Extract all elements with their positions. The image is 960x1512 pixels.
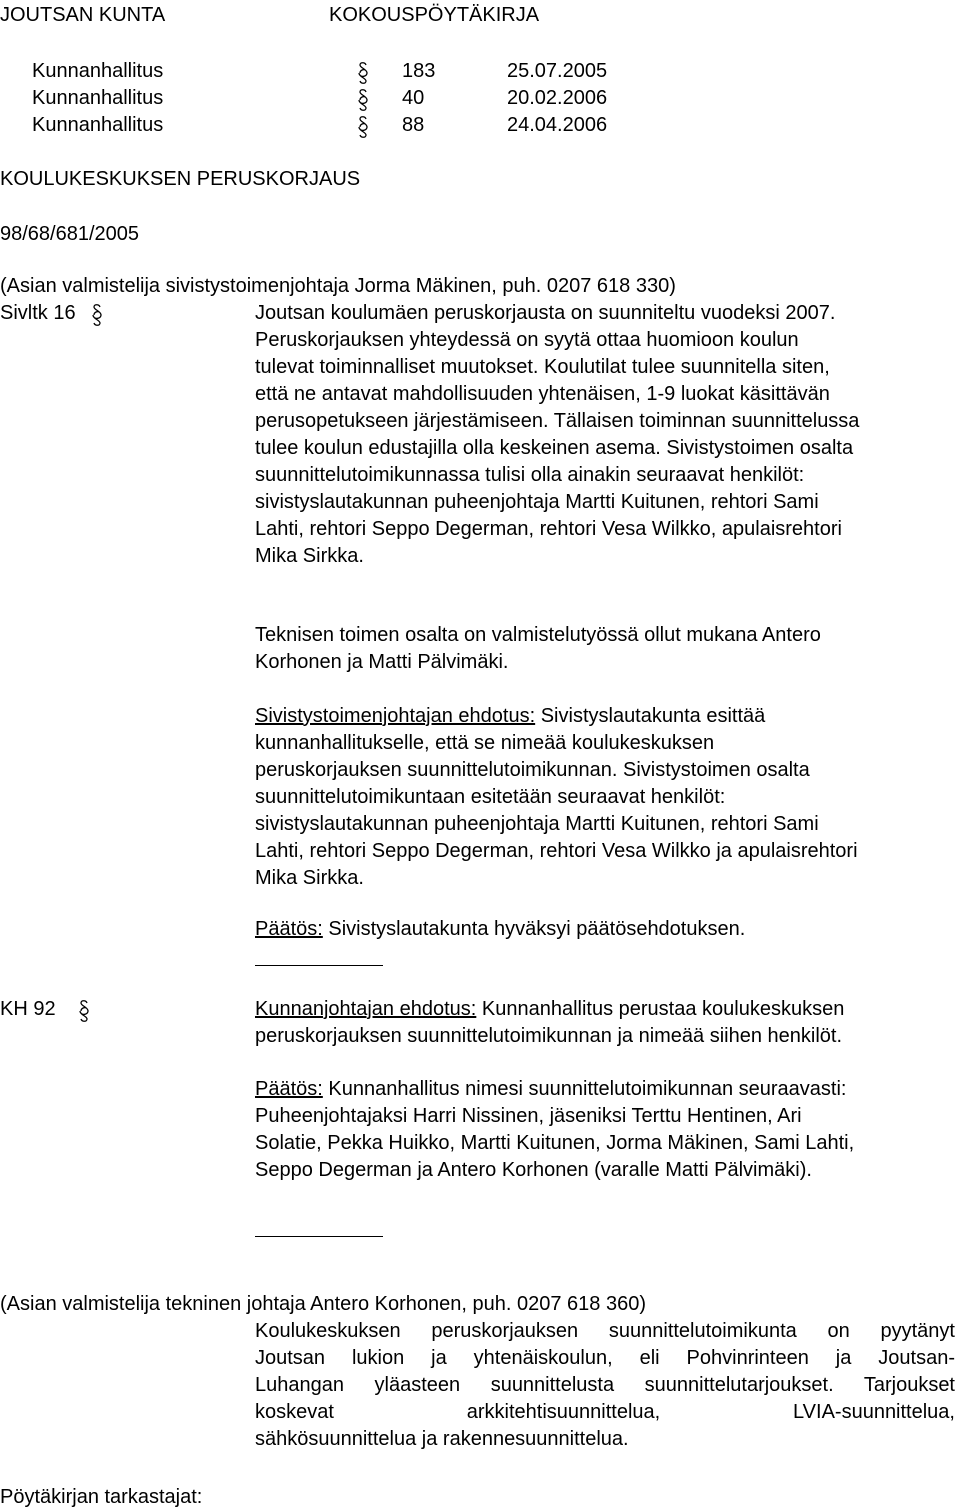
technical-involvement (255, 622, 955, 676)
body-line: Mika Sirkka. (255, 545, 364, 567)
body-line: Joutsan koulumäen peruskorjausta on suunniteltu vuodeksi 2007. (255, 302, 836, 324)
body-line: sivistyslautakunnan puheenjohtaja Martti Kuitunen, rehtori Sami (255, 491, 819, 513)
kh-proposal (255, 996, 955, 1050)
body-line: koskevat arkkitehtisuunnittelua, LVIA-suunnittelua, (255, 1401, 955, 1423)
header-org: JOUTSAN KUNTA (0, 4, 166, 26)
body-line: suunnittelutoimikunnassa tulisi olla ainakin seuraavat henkilöt: (255, 464, 805, 486)
footer-reviewers-label: Pöytäkirjan tarkastajat: (0, 1486, 203, 1508)
section-sign-icon (357, 88, 369, 112)
body-line: Lahti, rehtori Seppo Degerman, rehtori Vesa Wilkko, apulaisrehtori (255, 518, 842, 540)
decision-label: Päätös: (255, 1078, 323, 1100)
decision-text: Kunnanhallitus nimesi suunnittelutoimikunnan seuraavasti: (322, 1078, 847, 1100)
body-line: peruskorjauksen suunnittelutoimikunnan ja nimeää siihen henkilöt. (255, 1025, 843, 1047)
body-line: Mika Sirkka. (255, 867, 364, 889)
body-line: Koulukeskuksen peruskorjauksen suunnittelutoimikunta on pyytänyt (255, 1320, 955, 1342)
sivistys-decision (255, 916, 745, 943)
body-line: tulevat toiminnalliset muutokset. Koulutilat tulee suunnitella siten, (255, 356, 830, 378)
preparer-note: (Asian valmistelija tekninen johtaja Antero Korhonen, puh. 0207 618 360) (0, 1293, 646, 1315)
body-line: Teknisen toimen osalta on valmistelutyössä ollut mukana Antero (255, 624, 821, 646)
decision-label: Päätös: (255, 918, 323, 940)
body-line: perusopetukseen järjestämiseen. Tällaisen toiminnan suunnittelussa (255, 410, 860, 432)
section-sign-icon (91, 303, 103, 327)
body-line: suunnittelutoimikuntaan esitetään seuraavat henkilöt: (255, 786, 726, 808)
kh-label: KH 92 (0, 998, 56, 1020)
meeting-number: 88 (402, 114, 425, 136)
body-line: Solatie, Pekka Huikko, Martti Kuitunen, Jorma Mäkinen, Sami Lahti, (255, 1132, 855, 1154)
technical-request (255, 1318, 955, 1453)
meeting-number: 183 (402, 60, 436, 82)
proposal-text: Sivistyslautakunta esittää (535, 705, 766, 727)
proposal-label: Kunnanjohtajan ehdotus: (255, 998, 477, 1020)
section-sign-icon (357, 115, 369, 139)
separator-line (255, 965, 383, 966)
sivistys-proposal (255, 703, 955, 892)
body-line: Joutsan lukion ja yhtenäiskoulun, eli Pohvinrinteen ja Joutsan- (255, 1347, 955, 1369)
body-line: peruskorjauksen suunnittelutoimikunnan. Sivistystoimen osalta (255, 759, 810, 781)
meeting-date: 24.04.2006 (507, 114, 608, 136)
document-title: KOULUKESKUKSEN PERUSKORJAUS (0, 168, 361, 190)
separator-line (255, 1236, 383, 1237)
meeting-date: 25.07.2005 (507, 60, 608, 82)
sivltk-body (255, 300, 955, 570)
section-sign-icon (357, 61, 369, 85)
preparer-note: (Asian valmistelija sivistystoimenjohtaja Jorma Mäkinen, puh. 0207 618 330) (0, 275, 676, 297)
meeting-number: 40 (402, 87, 425, 109)
body-line: että ne antavat mahdollisuuden yhtenäisen, 1-9 luokat käsittävän (255, 383, 830, 405)
meeting-body: Kunnanhallitus (32, 60, 164, 82)
body-line: Peruskorjauksen yhteydessä on syytä ottaa huomioon koulun (255, 329, 799, 351)
body-line: Lahti, rehtori Seppo Degerman, rehtori Vesa Wilkko ja apulaisrehtori (255, 840, 858, 862)
meeting-body: Kunnanhallitus (32, 114, 164, 136)
kh-decision (255, 1076, 955, 1184)
body-line: sähkösuunnittelua ja rakennesuunnittelua. (255, 1428, 629, 1450)
body-line: Seppo Degerman ja Antero Korhonen (varalle Matti Pälvimäki). (255, 1159, 812, 1181)
reference-number: 98/68/681/2005 (0, 223, 140, 245)
body-line: Luhangan yläasteen suunnittelusta suunnittelutarjoukset. Tarjoukset (255, 1374, 955, 1396)
sivltk-label: Sivltk 16 (0, 302, 76, 324)
meeting-body: Kunnanhallitus (32, 87, 164, 109)
decision-text: Sivistyslautakunta hyväksyi päätösehdotuksen. (322, 918, 746, 940)
body-line: tulee koulun edustajilla olla keskeinen asema. Sivistystoimen osalta (255, 437, 854, 459)
body-line: kunnanhallitukselle, että se nimeää koulukeskuksen (255, 732, 715, 754)
proposal-text: Kunnanhallitus perustaa koulukeskuksen (476, 998, 845, 1020)
header-doc-type: KOKOUSPÖYTÄKIRJA (329, 4, 540, 26)
meeting-date: 20.02.2006 (507, 87, 608, 109)
body-line: Korhonen ja Matti Pälvimäki. (255, 651, 509, 673)
section-sign-icon (78, 999, 90, 1023)
body-line: Puheenjohtajaksi Harri Nissinen, jäseniksi Terttu Hentinen, Ari (255, 1105, 802, 1127)
proposal-label: Sivistystoimenjohtajan ehdotus: (255, 705, 536, 727)
body-line: sivistyslautakunnan puheenjohtaja Martti Kuitunen, rehtori Sami (255, 813, 819, 835)
